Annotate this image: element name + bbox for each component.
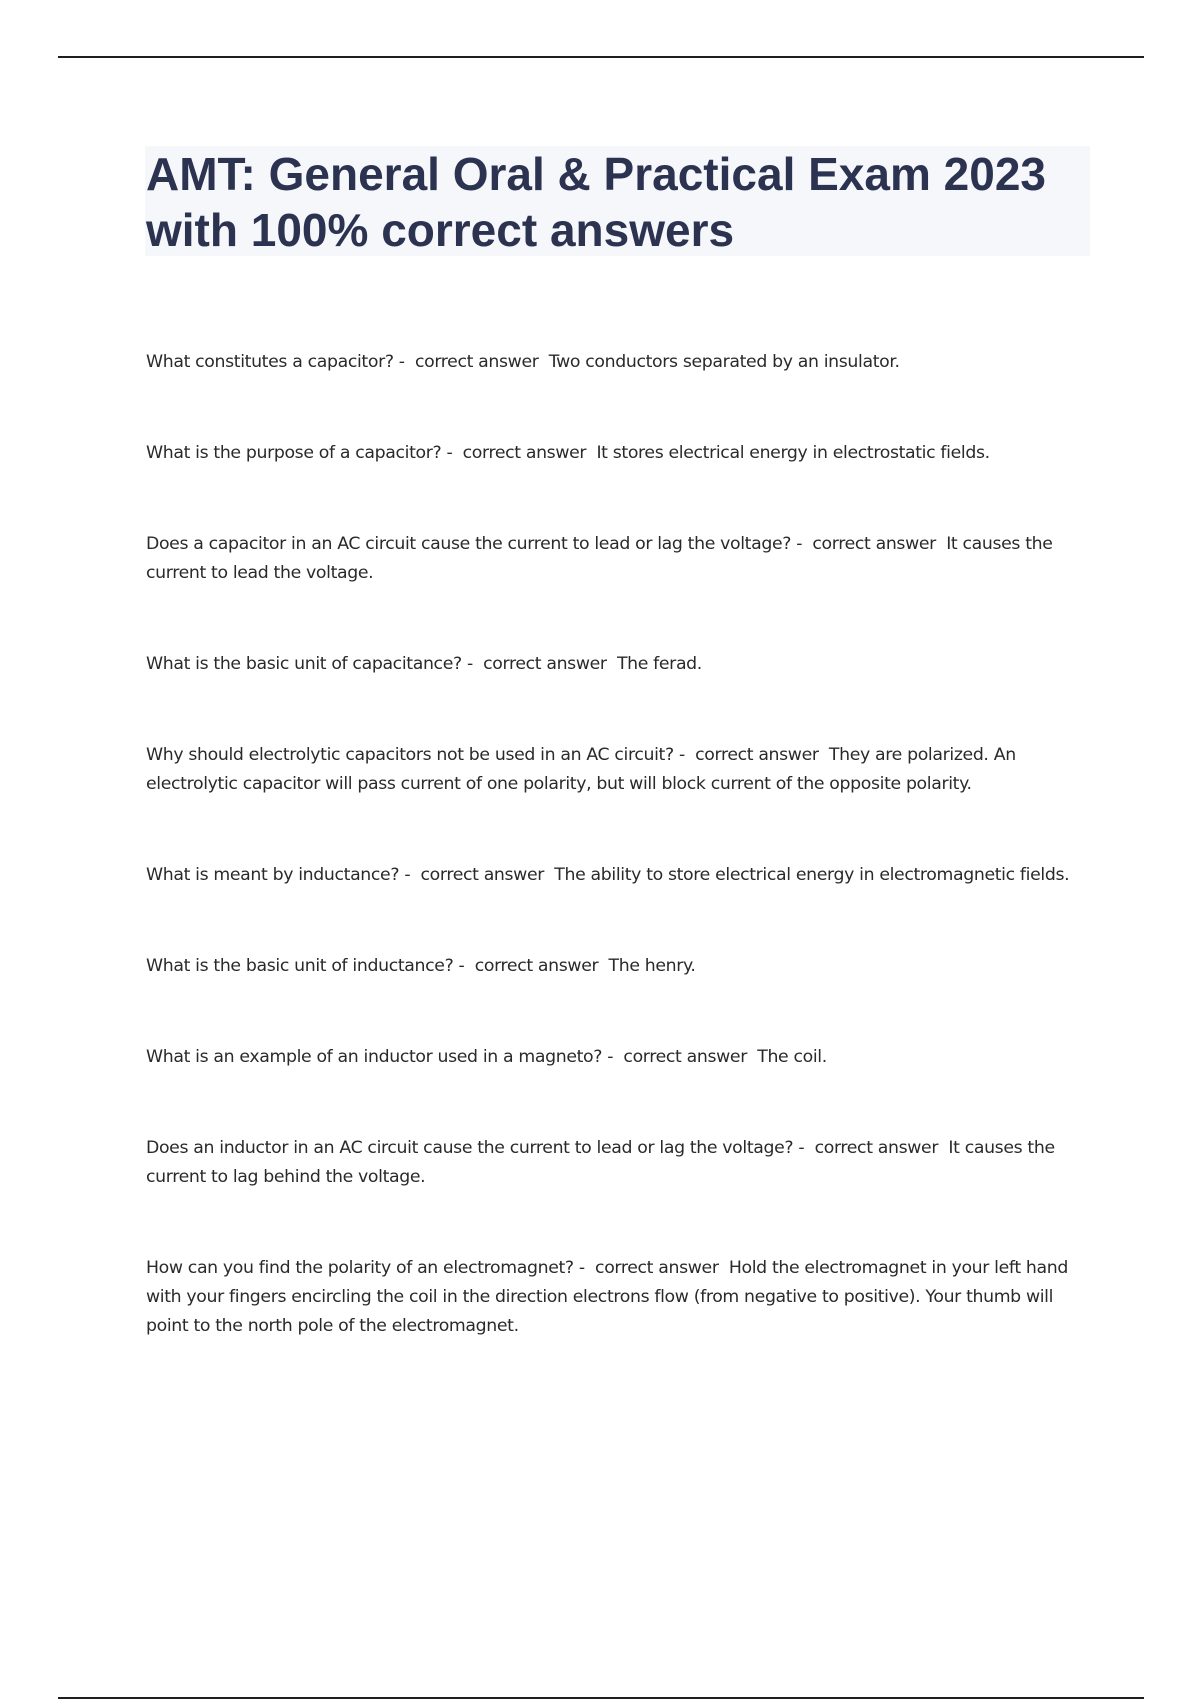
- answer-separator: - correct answer: [453, 956, 609, 976]
- qa-item: [146, 439, 1086, 468]
- answer-text: Two conductors separated by an insulator.: [548, 352, 900, 372]
- question-text: What is the basic unit of capacitance?: [146, 654, 462, 674]
- qa-item: [146, 650, 1086, 679]
- qa-item: [146, 952, 1086, 981]
- answer-separator: - correct answer: [393, 352, 549, 372]
- answer-separator: - correct answer: [791, 534, 947, 554]
- answer-separator: - correct answer: [461, 654, 617, 674]
- question-text: What is an example of an inductor used in a magneto?: [146, 1047, 603, 1067]
- qa-item: [146, 1043, 1086, 1072]
- question-text: What is the purpose of a capacitor?: [146, 443, 442, 463]
- answer-text: They are polarized. An electrolytic capacitor will pass current of one polarity, but will block current of the opposite polarity.: [146, 745, 1016, 794]
- answer-text: The henry.: [608, 956, 696, 976]
- answer-text: The coil.: [757, 1047, 827, 1067]
- question-text: What constitutes a capacitor?: [146, 352, 394, 372]
- answer-text: It causes the current to lead the voltage.: [146, 534, 1053, 583]
- question-text: What is the basic unit of inductance?: [146, 956, 454, 976]
- qa-item: [146, 530, 1086, 588]
- qa-item: [146, 1134, 1086, 1192]
- qa-item: [146, 348, 1086, 377]
- answer-text: The ability to store electrical energy in electromagnetic fields.: [554, 865, 1070, 885]
- qa-item: [146, 1254, 1086, 1341]
- question-text: What is meant by inductance?: [146, 865, 400, 885]
- answer-separator: - correct answer: [573, 1258, 729, 1278]
- answer-text: It stores electrical energy in electrostatic fields.: [596, 443, 990, 463]
- document-title: AMT: General Oral & Practical Exam 2023 with 100% correct answers: [146, 148, 1046, 256]
- qa-list: [146, 348, 1086, 1403]
- qa-item: [146, 861, 1086, 890]
- question-text: Does an inductor in an AC circuit cause the current to lead or lag the voltage?: [146, 1138, 794, 1158]
- answer-separator: - correct answer: [441, 443, 597, 463]
- answer-separator: - correct answer: [399, 865, 555, 885]
- question-text: How can you find the polarity of an electromagnet?: [146, 1258, 574, 1278]
- qa-item: [146, 741, 1086, 799]
- answer-separator: - correct answer: [793, 1138, 949, 1158]
- header-rule: [58, 56, 1144, 58]
- answer-separator: - correct answer: [602, 1047, 758, 1067]
- answer-separator: - correct answer: [673, 745, 829, 765]
- question-text: Why should electrolytic capacitors not be used in an AC circuit?: [146, 745, 674, 765]
- answer-text: The ferad.: [616, 654, 702, 674]
- question-text: Does a capacitor in an AC circuit cause the current to lead or lag the voltage?: [146, 534, 792, 554]
- answer-text: It causes the current to lag behind the voltage.: [146, 1138, 1055, 1187]
- answer-text: Hold the electromagnet in your left hand with your fingers encircling the coil in the direction electrons flow (from negative to positive). Your thumb will point to the north pole of the electromagnet.: [146, 1258, 1068, 1336]
- footer-rule: [58, 1697, 1144, 1699]
